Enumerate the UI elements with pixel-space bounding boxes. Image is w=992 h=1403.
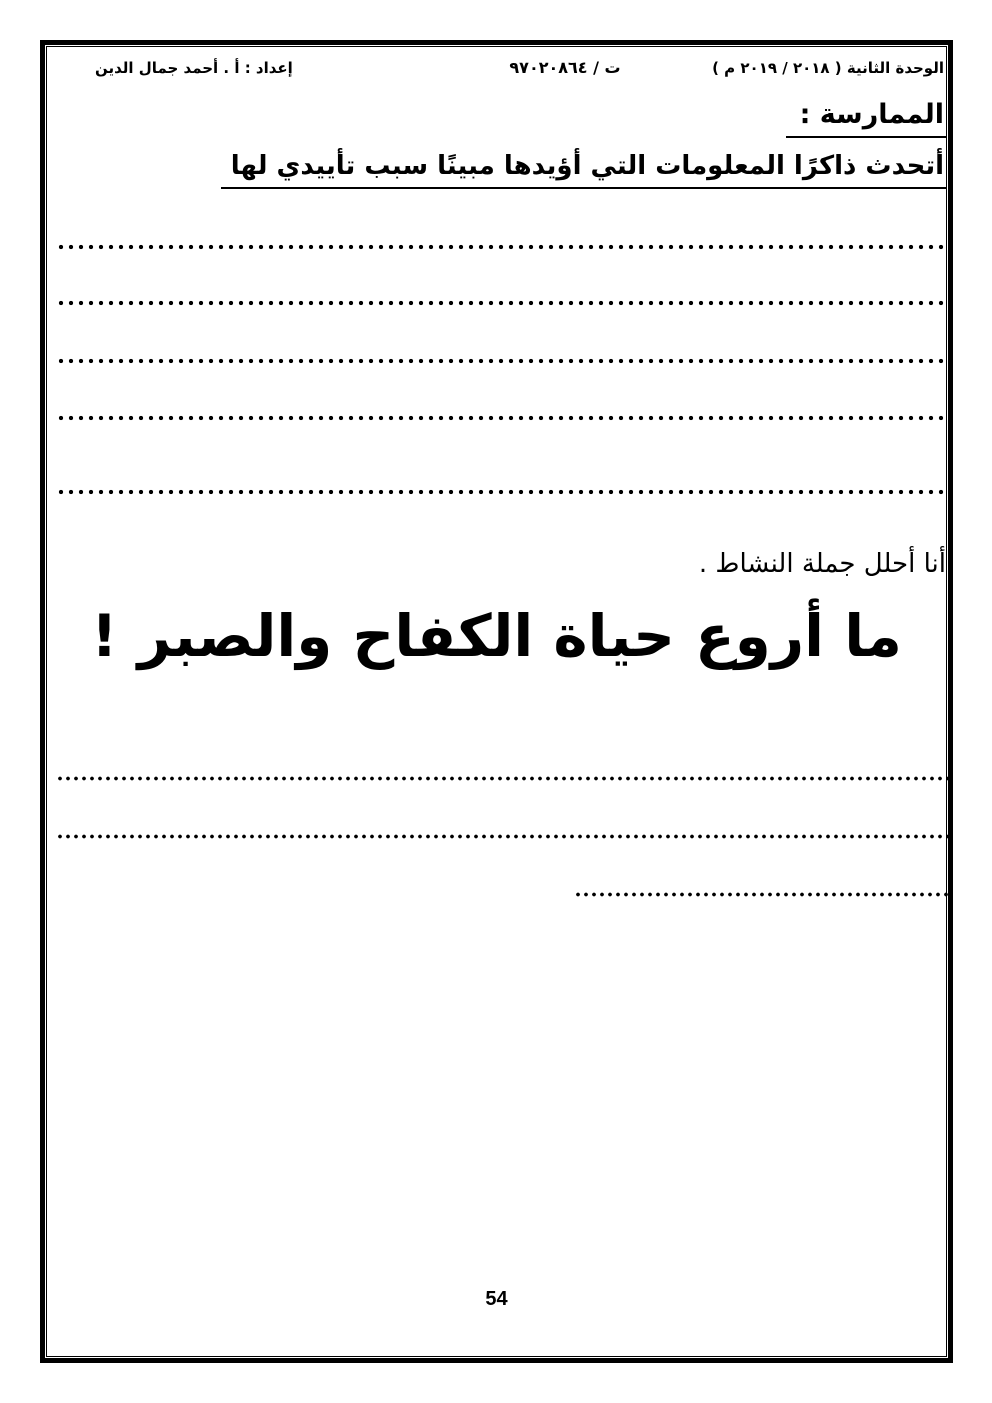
section-title: الممارسة : — [786, 99, 946, 138]
answer-line — [56, 300, 950, 306]
answer-line-short — [574, 892, 948, 897]
answer-line — [56, 244, 950, 250]
answer-line — [56, 358, 950, 364]
prompt-line: أتحدث ذاكرًا المعلومات التي أؤيدها مبينًا سبب تأييدي لها — [221, 151, 946, 189]
page-border-frame — [40, 40, 953, 1363]
answer-line — [56, 834, 950, 839]
answer-line — [56, 776, 950, 781]
answer-line — [56, 489, 950, 495]
page-border-inner-line — [46, 46, 947, 1357]
activity-sentence: ما أروع حياة الكفاح والصبر ! — [91, 602, 902, 670]
activity-intro: أنا أحلل جملة النشاط . — [698, 549, 946, 579]
header-unit-title: الوحدة الثانية ( ٢٠١٨ / ٢٠١٩ م ) — [712, 59, 944, 77]
page-number: 54 — [485, 1288, 508, 1310]
answer-line — [56, 415, 950, 421]
header-prepared-by: إعداد : أ . أحمد جمال الدين — [95, 59, 293, 77]
header-phone: ت / ٩٧٠٢٠٨٦٤ — [509, 58, 621, 77]
